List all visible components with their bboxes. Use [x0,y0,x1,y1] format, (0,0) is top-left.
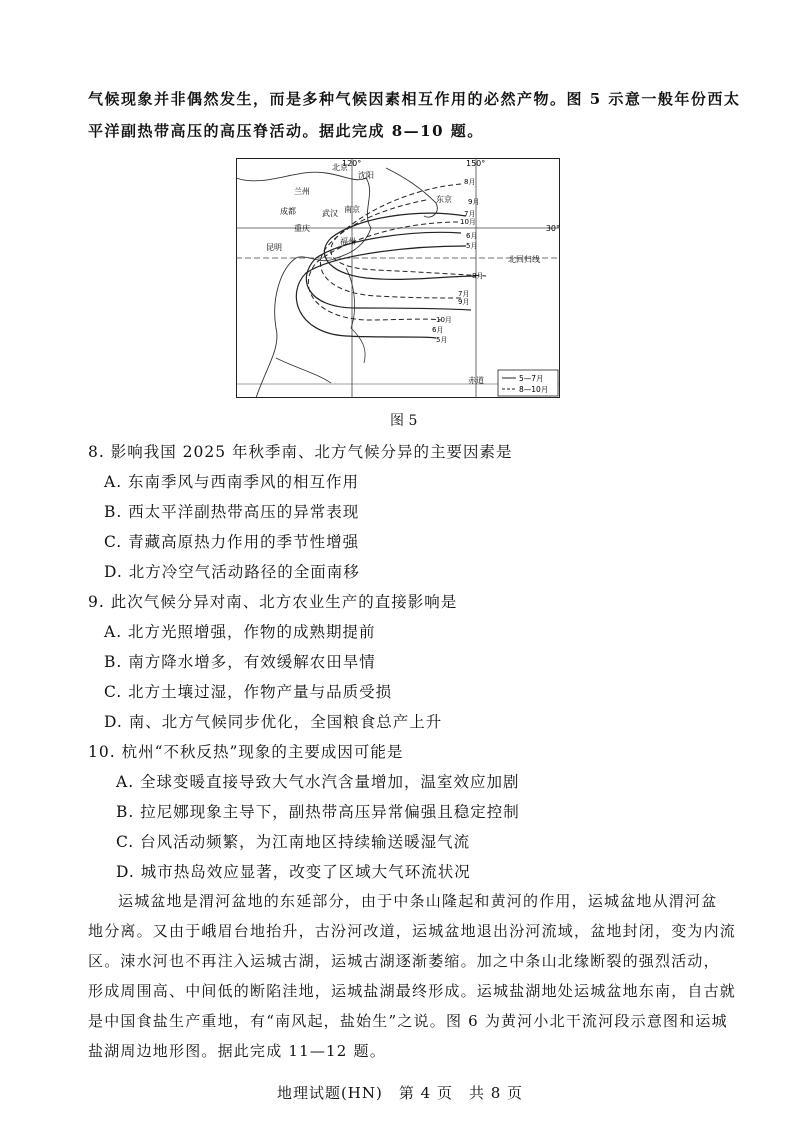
legend-dashed-label: 8—10月 [519,385,549,394]
figure-5-caption: 图 5 [390,413,418,429]
question-8-stem: 8. 影响我国 2025 年秋季南、北方气候分异的主要因素是 [88,443,513,461]
city-shenyang: 沈阳 [358,171,374,180]
q8-option-c: C. 青藏高原热力作用的季节性增强 [104,533,360,551]
figure-5-map [236,158,560,398]
month-label: 6月 [432,326,444,334]
page-footer: 地理试题(HN) 第 4 页 共 8 页 [276,1084,524,1102]
q9-option-c: C. 北方土壤过湿，作物产量与品质受损 [104,683,393,701]
intro-line-2: 平洋副热带高压的高压脊活动。据此完成 8—10 题。 [88,122,484,140]
city-tokyo: 东京 [436,195,452,204]
city-chongqing: 重庆 [294,224,310,233]
month-label: 7月 [458,290,470,298]
lon-label-150: 150° [466,159,486,168]
month-label: 6月 [466,232,478,240]
q9-option-a: A. 北方光照增强，作物的成熟期提前 [104,623,376,641]
passage-line-2: 地分离。又由于峨眉台地抬升，古汾河改道，运城盆地退出汾河流域，盆地封闭，变为内流 [88,922,737,940]
month-label: 8月 [472,272,484,280]
intro-line-1: 气候现象并非偶然发生，而是多种气候因素相互作用的必然产物。图 5 示意一般年份西太 [88,90,741,108]
month-label: 5月 [436,336,448,344]
tropic-label: 北回归线 [508,255,540,264]
month-label: 10月 [436,316,452,324]
city-chengdu: 成都 [280,207,296,216]
lon-label-120: 120° [342,159,362,168]
lat-label-30: 30° [545,224,560,233]
q8-option-d: D. 北方冷空气活动路径的全面南移 [104,563,360,581]
city-kunming: 昆明 [266,243,282,252]
month-label: 7月 [464,210,476,218]
passage-line-1: 运城盆地是渭河盆地的东延部分，由于中条山隆起和黄河的作用，运城盆地从渭河盆 [118,892,718,910]
legend-solid-label: 5—7月 [519,374,544,383]
q10-option-b: B. 拉尼娜现象主导下，副热带高压异常偏强且稳定控制 [116,803,520,821]
month-label: 10月 [460,218,476,226]
city-lanzhou: 兰州 [294,187,310,196]
q10-option-c: C. 台风活动频繁，为江南地区持续输送暖湿气流 [116,833,471,851]
month-label: 9月 [458,298,470,306]
q9-option-d: D. 南、北方气候同步优化，全国粮食总产上升 [104,713,443,731]
q10-option-a: A. 全球变暖直接导致大气水汽含量增加，温室效应加剧 [116,773,520,791]
month-label: 5月 [466,242,478,250]
city-nanjing: 南京 [344,205,360,214]
month-label: 9月 [468,198,480,206]
q9-option-b: B. 南方降水增多，有效缓解农田旱情 [104,653,376,671]
passage-line-3: 区。涑水河也不再注入运城古湖，运城古湖逐渐萎缩。加之中条山北缘断裂的强烈活动， [88,952,720,970]
city-wuhan: 武汉 [322,209,338,218]
q10-option-d: D. 城市热岛效应显著，改变了区域大气环流状况 [116,863,471,881]
passage-line-6: 盐湖周边地形图。据此完成 11—12 题。 [88,1042,386,1060]
question-9-stem: 9. 此次气候分异对南、北方农业生产的直接影响是 [88,593,458,611]
equator-label: 赤道 [468,376,484,385]
city-fuzhou: 福州 [340,237,356,246]
question-10-stem: 10. 杭州“不秋反热”现象的主要成因可能是 [88,743,404,761]
city-beijing: 北京 [332,163,348,172]
month-label: 8月 [464,178,476,186]
passage-line-5: 是中国食盐生产重地，有“南风起，盐始生”之说。图 6 为黄河小北干流河段示意图和运城 [88,1012,728,1030]
q8-option-b: B. 西太平洋副热带高压的异常表现 [104,503,360,521]
q8-option-a: A. 东南季风与西南季风的相互作用 [104,473,360,491]
passage-line-4: 形成周围高、中间低的断陷洼地，运城盐湖最终形成。运城盐湖地处运城盆地东南，自古就 [88,982,737,1000]
